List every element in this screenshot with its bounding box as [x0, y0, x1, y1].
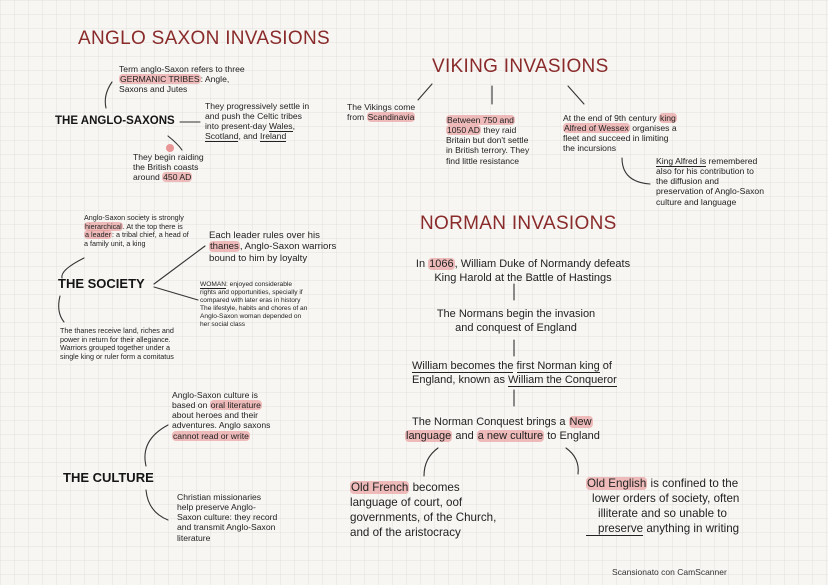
norman-title: NORMAN INVASIONS	[420, 213, 617, 234]
connector-definition	[105, 82, 112, 108]
connector-missionaries	[146, 490, 168, 520]
connector-hier	[62, 258, 84, 278]
connector-french	[424, 448, 438, 476]
anglo-saxon-raid: They begin raiding the British coasts around 450 AD	[133, 152, 204, 183]
culture-missionaries: Christian missionaries help preserve Anglo- Saxon culture: they record and transmit Anglo-Saxon literature	[177, 492, 278, 543]
connector-leader	[154, 246, 205, 284]
connector-oral	[145, 425, 168, 466]
connector-alfred	[568, 86, 584, 104]
viking-come: The Vikings come from Scandinavia	[347, 102, 416, 123]
norman-step-4: The Norman Conquest brings a New language and a new culture to England	[406, 416, 600, 443]
connector-english	[566, 448, 578, 474]
norman-step-2: The Normans begin the invasion and conquest of England	[436, 308, 596, 335]
connector-come	[418, 84, 432, 100]
society-thanes: The thanes receive land, riches and power in return for their allegiance. Warriors grouped together under a single king or ruler form a comitatus	[60, 326, 174, 361]
norman-old-english: Old English is confined to the lower orders of society, often illiterate and so unable to preserve anything in writing	[587, 477, 740, 536]
norman-step-3: William becomes the first Norman king of England, known as William the Conqueror	[412, 360, 617, 387]
society-leader: Each leader rules over his thanes, Anglo-Saxon warriors bound to him by loyalty	[209, 230, 337, 264]
connector-woman	[154, 287, 198, 300]
viking-alfred: At the end of 9th century king Alfred of Wessex organises a fleet and succeed in limiting the incursions	[563, 113, 677, 154]
society-label: THE SOCIETY	[58, 276, 145, 291]
society-woman: WOMAN: enjoyed considerable rights and opportunities, specially if compared with later eras in history The lifestyle, habits and chores of an Anglo-Saxon woman depended on her social class	[200, 281, 308, 328]
anglo-saxon-title: ANGLO SAXON INVASIONS	[78, 28, 330, 49]
anglo-saxon-definition: Term anglo-Saxon refers to three GERMANIC TRIBES: Angle, Saxons and Jutes	[119, 64, 245, 95]
norman-step-1: In 1066, William Duke of Normandy defeats King Harold at the Battle of Hastings	[415, 258, 631, 285]
society-hierarchy: Anglo-Saxon society is strongly hierarchical. At the top there is a leader: a tribal chief, a head of a family unit, a king	[84, 213, 189, 248]
highlight-dot	[166, 144, 174, 152]
viking-title: VIKING INVASIONS	[432, 56, 609, 77]
connector-thanes	[59, 296, 64, 322]
camscanner-watermark: Scansionato con CamScanner	[612, 567, 727, 577]
norman-old-french: Old French becomes language of court, oof governments, of the Church, and of the aristocracy	[350, 481, 497, 540]
anglo-saxons-label: THE ANGLO-SAXONS	[55, 115, 175, 127]
anglo-saxon-settle: They progressively settle in and push the Celtic tribes into present-day Wales, Scotland, and Ireland	[205, 101, 310, 142]
culture-oral: Anglo-Saxon culture is based on oral literature about heroes and their adventures. Anglo saxons cannot read or write	[172, 390, 271, 441]
culture-label: THE CULTURE	[63, 470, 154, 485]
viking-remembered: King Alfred is remembered also for his contribution to the diffusion and preservation of Anglo-Saxon culture and language	[656, 156, 764, 207]
viking-raid: Between 750 and 1050 AD they raid Britain but don't settle in British terrory. They find little resistance	[446, 115, 530, 166]
connector-remembered	[622, 158, 650, 184]
